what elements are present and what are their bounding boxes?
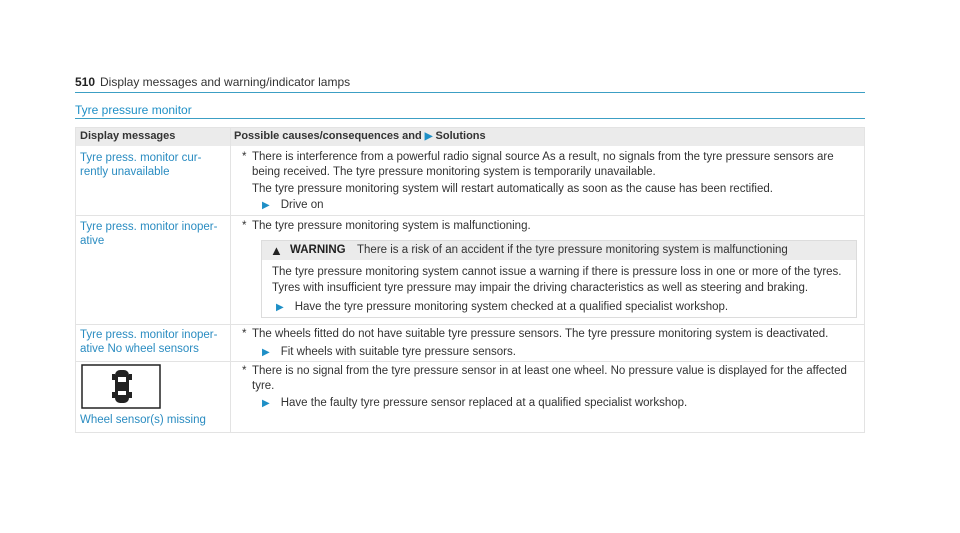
asterisk-marker: *	[242, 220, 247, 232]
table-header	[76, 128, 864, 146]
cause-text: There is no signal from the tyre pressure sensor in at least one wheel. No pressure value is displayed for the affected tyre.	[252, 365, 847, 392]
message-label: Tyre press. monitor inoper- ative	[80, 221, 218, 247]
warning-triangle-icon: ▲	[270, 243, 283, 258]
col-header-messages: Display messages	[80, 130, 176, 142]
message-label: Tyre press. monitor inoper- ative No wheel sensors	[80, 329, 218, 355]
solution-step: ▶ Drive on	[262, 199, 324, 211]
cause-text: The tyre pressure monitoring system is malfunctioning.	[252, 220, 531, 232]
car-top-view-icon	[81, 364, 161, 409]
warning-text: There is a risk of an accident if the tyre pressure monitoring system is malfunctioning	[357, 244, 788, 256]
play-arrow-icon: ▶	[262, 200, 270, 211]
page-header	[75, 70, 865, 93]
asterisk-marker: *	[242, 328, 247, 340]
solution-step: ▶ Have the faulty tyre pressure sensor replaced at a qualified specialist workshop.	[262, 397, 688, 409]
message-label: Tyre press. monitor cur- rently unavailable	[80, 152, 202, 178]
play-arrow-icon: ▶	[276, 302, 284, 313]
col-header-causes: Possible causes/consequences and ▶ Solutions	[234, 130, 486, 142]
section-divider	[75, 118, 865, 119]
warning-header	[262, 241, 856, 260]
asterisk-marker: *	[242, 365, 247, 377]
play-arrow-icon: ▶	[424, 131, 433, 142]
message-label: Wheel sensor(s) missing	[80, 414, 206, 426]
warning-box	[261, 240, 857, 318]
section-title: Tyre pressure monitor	[75, 103, 192, 117]
cause-text: The wheels fitted do not have suitable tyre pressure sensors. The tyre pressure monitoring system is deactivated.	[252, 328, 829, 340]
row-divider	[76, 324, 864, 325]
play-arrow-icon: ▶	[262, 398, 270, 409]
messages-table	[75, 127, 865, 433]
warning-detail: The tyre pressure monitoring system cannot issue a warning if there is pressure loss in one or more of the tyres.	[272, 266, 842, 278]
row-divider	[76, 215, 864, 216]
play-arrow-icon: ▶	[262, 347, 270, 358]
asterisk-marker: *	[242, 151, 247, 163]
column-divider	[230, 128, 231, 432]
solution-step: ▶ Have the tyre pressure monitoring system checked at a qualified specialist workshop.	[276, 301, 729, 313]
page-title: Display messages and warning/indicator lamps	[100, 75, 351, 89]
solution-step: ▶ Fit wheels with suitable tyre pressure sensors.	[262, 346, 516, 358]
cause-text: There is interference from a powerful radio signal source As a result, no signals from the tyre pressure sensors are being received. The tyre pressure monitoring system is temporarily unavailable. The tyre pressure monitoring system will restart automatically as soon as the cause has been rectified.	[252, 151, 834, 195]
page-number: 510	[75, 75, 96, 89]
warning-detail: Tyres with insufficient tyre pressure may impair the driving characteristics as well as steering and braking.	[272, 282, 809, 294]
warning-label: WARNING	[290, 244, 346, 256]
row-divider	[76, 361, 864, 362]
